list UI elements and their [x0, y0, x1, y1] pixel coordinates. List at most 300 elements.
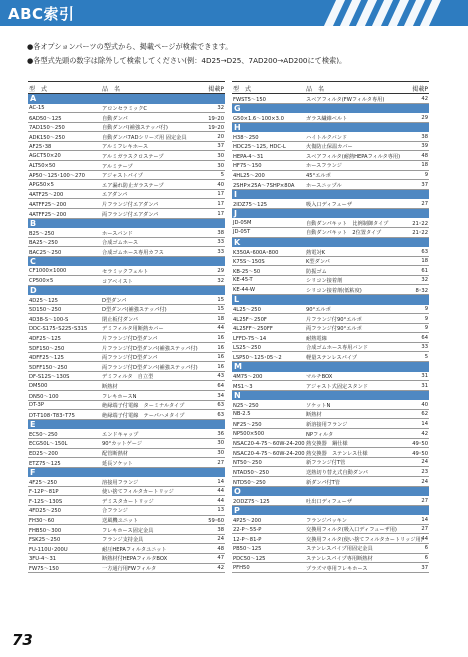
page-cell: 36: [217, 430, 224, 437]
page-cell: 63: [217, 411, 224, 418]
page-cell: 21･22: [412, 230, 428, 237]
name-cell: 合成ゴムホース: [102, 240, 139, 247]
page-cell: 38: [421, 133, 428, 140]
index-table-right: [232, 81, 429, 573]
page-cell: 27: [421, 526, 428, 533]
model-cell: LSP50〜125･05〜2: [233, 354, 282, 361]
page-cell: 33: [217, 248, 224, 255]
page-cell: 27: [421, 200, 428, 207]
page-cell: 43: [217, 373, 224, 380]
name-cell: スベアフィルタ(FWフィルタ専用): [306, 96, 385, 103]
name-cell: 熱交換器 鋼仕様: [306, 441, 348, 448]
note-line: ●各オプションパーツの型式から、掲載ページが検索できます。: [27, 42, 233, 51]
table-row: [232, 372, 429, 382]
page-cell: 16: [217, 334, 224, 341]
page-cell: 29: [421, 114, 428, 121]
page-cell: 32: [421, 277, 428, 284]
page-cell: 8･32: [415, 287, 428, 294]
name-cell: D型ダンパ(補強ステッパ付): [102, 307, 167, 314]
model-cell: FH30〜60: [29, 518, 55, 525]
name-cell: プラズマ専用フレキホース: [306, 565, 368, 572]
page-cell: 29: [217, 267, 224, 274]
page-cell: 14: [217, 478, 224, 485]
model-cell: NT50〜250: [233, 460, 262, 467]
model-cell: NTD50〜250: [233, 479, 266, 486]
name-cell: 防振ゴム: [306, 268, 327, 275]
name-cell: エンドキャップ: [102, 431, 139, 438]
model-cell: DM500: [29, 382, 48, 389]
table-row: [232, 285, 429, 295]
table-row: [28, 564, 225, 574]
note-line: ●各型式先頭の数字は除外して検索してください(例：4D25→D25、7AD200→AD200にて検索)。: [27, 56, 347, 65]
model-cell: PDC50〜125: [233, 556, 266, 563]
section-letter: J: [232, 209, 429, 219]
table-row: [232, 228, 429, 238]
name-cell: デミフィルタ用断熱カバー: [102, 326, 164, 333]
page-cell: 63: [421, 248, 428, 255]
page-cell: 44: [217, 325, 224, 332]
page-cell: 39: [421, 143, 428, 150]
name-cell: 片フランジ付D型ダンパ: [102, 335, 158, 342]
name-cell: フランジパッキン: [306, 517, 347, 524]
section-letter: H: [232, 123, 429, 133]
name-cell: アルミフレキホース: [102, 144, 149, 151]
page-cell: 30: [217, 450, 224, 456]
page-cell: 47: [217, 555, 224, 562]
section-letter: E: [28, 420, 225, 430]
table-row: [232, 381, 429, 391]
name-cell: シリコン接着剤(低粘度): [306, 287, 362, 294]
page-cell: 34: [217, 392, 224, 399]
section-letter: F: [28, 468, 225, 478]
page-cell: 48: [217, 545, 224, 552]
table-row: [232, 218, 429, 228]
name-cell: 新ダンパ付T管: [306, 479, 340, 486]
model-cell: DT-T108･T83･T75: [29, 412, 75, 419]
model-cell: 5DF150〜250: [29, 345, 65, 352]
page-cell: 9: [424, 306, 428, 312]
model-cell: N25〜250: [233, 402, 259, 409]
name-cell: 90°カットゲージ: [102, 441, 143, 448]
name-cell: 熱交換器 ステンレス仕様: [306, 450, 368, 457]
name-cell: ガラス繊維ベルト: [306, 115, 348, 122]
name-cell: 断熱材: [306, 412, 322, 419]
model-cell: FW75〜150: [29, 566, 59, 573]
name-cell: フレキホース固定金具: [102, 527, 154, 534]
model-cell: ETZ75〜125: [29, 460, 61, 467]
name-cell: 両フランジ付D型ダンパ: [102, 355, 158, 362]
table-row: [28, 295, 225, 305]
table-row: [28, 247, 225, 257]
page-number: 73: [12, 631, 33, 649]
page-cell: 17: [217, 200, 224, 207]
page-cell: 15: [217, 306, 224, 313]
model-cell: 4L25F〜250F: [233, 316, 267, 323]
table-row: [232, 94, 429, 104]
model-cell: LS25〜250: [233, 345, 261, 352]
name-cell: 一方通行用FWフィルタ: [102, 566, 157, 573]
table-row: [28, 362, 225, 372]
name-cell: 溶接用フランジ: [102, 479, 139, 486]
model-cell: NP500×500: [233, 430, 265, 437]
page-cell: 17: [217, 210, 224, 217]
page-cell: 44: [217, 497, 224, 504]
section-letter: B: [28, 219, 225, 229]
name-cell: ステンレスパイプ用固定金具: [306, 546, 373, 553]
section-letter: L: [232, 295, 429, 305]
page-cell: 5: [220, 172, 224, 179]
table-row: [28, 171, 225, 181]
page-cell: 19･20: [208, 115, 224, 122]
model-cell: 4FD25〜250: [29, 508, 61, 515]
page-cell: 24: [217, 536, 224, 543]
page-cell: 64: [421, 334, 428, 341]
model-cell: DDC-S175･S225･S315: [29, 326, 88, 333]
name-cell: 耐熱電線: [306, 335, 327, 342]
page-cell: 59･60: [208, 518, 224, 525]
name-cell: 自動ダンパキット 2位置タイプ: [306, 230, 382, 237]
table-row: [232, 161, 429, 171]
model-cell: 12-P〜81-P: [233, 536, 262, 543]
name-cell: アロンセラミックC: [102, 106, 148, 112]
table-row: [232, 534, 429, 544]
table-row: [28, 372, 225, 382]
model-cell: NB-2.5: [233, 411, 251, 418]
page-cell: 13: [217, 507, 224, 514]
table-row: [28, 516, 225, 526]
page-cell: 16: [217, 344, 224, 351]
model-cell: EC50〜250: [29, 431, 58, 438]
page-cell: 49･50: [412, 441, 428, 448]
page-cell: 6: [424, 555, 428, 562]
page-cell: 32: [217, 105, 224, 111]
model-cell: B25〜250: [29, 230, 55, 237]
model-cell: CF1000×1000: [29, 267, 67, 274]
page-cell: 49･50: [412, 450, 428, 457]
table-row: [232, 142, 429, 152]
page-cell: 9: [424, 325, 428, 332]
table-row: [28, 381, 225, 391]
table-row: [28, 190, 225, 200]
table-row: [232, 333, 429, 343]
table-row: [28, 449, 225, 459]
model-cell: HDC25〜125, HDC-L: [233, 144, 286, 151]
model-cell: K350A･600A･800: [233, 249, 279, 256]
table-row: [28, 180, 225, 190]
name-cell: 合成ゴムホース専用カフス: [102, 249, 164, 256]
model-cell: F-12S〜130S: [29, 498, 63, 505]
table-row: [28, 554, 225, 564]
page-cell: 27: [217, 459, 224, 466]
model-cell: K75S〜150S: [233, 259, 265, 266]
name-cell: 吐出口ディフューザ: [306, 498, 353, 505]
table-row: [232, 343, 429, 353]
page-cell: 21･22: [412, 220, 428, 227]
model-cell: 4HL25〜200: [233, 173, 265, 180]
page-cell: 37: [217, 143, 224, 150]
name-cell: アルミテープ: [102, 163, 133, 170]
model-cell: 4D38-S〜100-S: [29, 316, 69, 323]
table-row: [28, 142, 225, 152]
page-cell: 9: [424, 172, 428, 179]
page-cell: 48: [421, 152, 428, 159]
table-row: [232, 257, 429, 267]
name-cell: ステンレスパイプ専用断熱材: [306, 556, 373, 563]
model-cell: BA25〜250: [29, 240, 58, 247]
page-cell: 61: [421, 267, 428, 274]
title-banner: [0, 0, 468, 26]
model-cell: AGCT50×20: [29, 152, 61, 159]
page-cell: 17: [217, 191, 224, 198]
page-cell: 42: [421, 430, 428, 437]
table-row: [28, 544, 225, 554]
table-row: [28, 151, 225, 161]
page-cell: 14: [421, 516, 428, 523]
name-cell: フランジ支持金具: [102, 537, 144, 544]
model-cell: CP500×5: [29, 277, 54, 284]
name-cell: アジャストパイプ: [102, 173, 143, 180]
name-cell: スベアフィルタ(耐熱HEPAフィルタ専用): [306, 153, 401, 160]
table-row: [28, 123, 225, 133]
section-letter: I: [232, 190, 429, 200]
page-cell: 44: [421, 535, 428, 542]
section-letter: A: [28, 94, 225, 104]
name-cell: コアベイスト: [102, 278, 133, 285]
page-cell: 31: [421, 382, 428, 389]
table-row: [28, 228, 225, 238]
table-row: [232, 467, 429, 477]
name-cell: 火傷防止保温カバー: [306, 144, 353, 151]
model-cell: 5D150〜250: [29, 307, 62, 314]
table-row: [232, 199, 429, 209]
page-cell: 44: [217, 488, 224, 495]
page-cell: 20: [217, 133, 224, 140]
table-row: [28, 487, 225, 497]
name-cell: 断熱材: [102, 383, 118, 390]
table-row: [28, 343, 225, 353]
name-cell: 自動ダンパ(補強ステッパ付): [102, 125, 168, 132]
name-cell: 使い捨てフィルタカートリッジ: [102, 489, 174, 496]
page-cell: 15: [217, 296, 224, 303]
section-letter: D: [28, 286, 225, 296]
name-cell: 配管断熱材: [102, 451, 128, 457]
name-cell: 閉止板付ダンパ: [102, 316, 139, 323]
table-row: [232, 544, 429, 554]
name-cell: 片フランジ付D型ダンパ(補強ステッパ付): [102, 345, 198, 352]
model-cell: 2SHP×25A〜7SHP×80A: [233, 182, 295, 189]
table-row: [28, 391, 225, 401]
page-cell: 33: [421, 344, 428, 351]
table-row: [28, 458, 225, 468]
page-cell: 42: [421, 95, 428, 102]
header-page: 掲載P: [208, 85, 224, 93]
page-cell: 33: [217, 239, 224, 246]
name-cell: セラミックフェルト: [102, 268, 149, 275]
model-cell: LFFD-75〜14: [233, 335, 267, 342]
table-row: [232, 525, 429, 535]
name-cell: エア漏れ防止ガラステープ: [102, 182, 164, 189]
model-cell: KE-44-W: [233, 286, 255, 293]
name-cell: D型ダンパ: [102, 297, 127, 304]
table-row: [28, 276, 225, 286]
page-cell: 19･20: [208, 125, 224, 132]
page-cell: 63: [217, 402, 224, 409]
model-cell: 4F25〜250: [29, 479, 57, 486]
table-row: [232, 419, 429, 429]
section-letter: O: [232, 487, 429, 497]
name-cell: 交換用フィルタ(吸入口ディフューザ用): [306, 527, 397, 534]
model-cell: 4DFF25〜125: [29, 355, 64, 362]
page-cell: 18: [421, 258, 428, 265]
model-cell: G50×1.6〜100×3.0: [233, 115, 284, 122]
name-cell: 送熱切り替え式自動ダンパ: [306, 469, 368, 476]
table-row: [232, 477, 429, 487]
page-cell: 37: [421, 181, 428, 188]
model-cell: APG50×5: [29, 181, 54, 188]
section-letter: K: [232, 238, 429, 248]
index-table-left: [28, 81, 225, 573]
table-row: [28, 353, 225, 363]
table-row: [28, 314, 225, 324]
section-letter: C: [28, 257, 225, 267]
model-cell: 3FU-4〜31: [29, 556, 57, 563]
model-cell: NTAD50〜250: [233, 469, 269, 476]
name-cell: 両フランジ付90°エルボ: [306, 326, 362, 333]
model-cell: H38〜250: [233, 134, 259, 141]
name-cell: 吸入口ディフューザ: [306, 201, 353, 208]
model-cell: MS1〜3: [233, 383, 253, 390]
table-row: [232, 171, 429, 181]
model-cell: ED25〜200: [29, 451, 58, 457]
table-row: [28, 161, 225, 171]
model-cell: AF25･38: [29, 144, 52, 151]
model-cell: DT-3P: [29, 402, 44, 409]
name-cell: マルチBOX: [306, 374, 333, 381]
name-cell: 合成ゴムホース専用バンド: [306, 345, 368, 352]
name-cell: 両フランジ付D型ダンパ(補強ステッパ付): [102, 364, 198, 371]
model-cell: 4P25〜200: [233, 517, 262, 524]
name-cell: 送風機ユニット: [102, 518, 139, 525]
model-cell: AC-15: [29, 105, 45, 111]
header-name: 品 名: [306, 85, 325, 93]
page-cell: 18: [421, 162, 428, 169]
table-row: [28, 209, 225, 219]
name-cell: 自動ダンパ: [102, 115, 128, 122]
model-cell: F-12P〜81P: [29, 489, 59, 496]
table-row: [232, 266, 429, 276]
name-cell: NPフィルタ: [306, 431, 334, 438]
model-cell: AP50〜125･100〜270: [29, 173, 85, 180]
page-cell: 27: [421, 497, 428, 504]
name-cell: エアダンパ: [102, 192, 128, 199]
table-row: [232, 448, 429, 458]
model-cell: FSK25〜250: [29, 537, 61, 544]
table-row: [28, 477, 225, 487]
name-cell: アルミガラスクロステープ: [102, 153, 164, 160]
model-cell: KB-25〜50: [233, 268, 261, 275]
page-cell: 30: [217, 440, 224, 447]
table-row: [232, 247, 429, 257]
model-cell: FU-110U･200U: [29, 546, 68, 553]
model-cell: 22-P〜55-P: [233, 527, 262, 534]
name-cell: 片フランジ付90°エルボ: [306, 316, 362, 323]
table-header: [232, 81, 429, 94]
name-cell: ホースニップル: [306, 182, 342, 189]
name-cell: 45°エルボ: [306, 173, 331, 180]
page-cell: 24: [421, 478, 428, 485]
table-row: [232, 496, 429, 506]
model-cell: DF-S12S〜130S: [29, 374, 70, 381]
table-row: [28, 496, 225, 506]
table-row: [28, 410, 225, 420]
page-cell: 37: [421, 564, 428, 571]
model-cell: 4ATFF25〜200: [29, 201, 67, 208]
table-row: [232, 429, 429, 439]
table-row: [232, 151, 429, 161]
model-cell: DN50〜100: [29, 393, 59, 400]
model-cell: HF75〜150: [233, 163, 262, 170]
model-cell: 4L25FF〜250FF: [233, 326, 273, 333]
page-cell: 30: [217, 152, 224, 159]
name-cell: ホースフランジ: [306, 163, 342, 170]
model-cell: NSAC20-4-75〜60W-24-200: [233, 450, 305, 457]
page-cell: 5: [424, 353, 428, 360]
model-cell: 4ATF25〜200: [29, 192, 64, 199]
page-cell: 40: [421, 401, 428, 408]
page-title: ABC索引: [8, 5, 75, 23]
model-cell: ECG50L〜150L: [29, 441, 68, 448]
page-cell: 30: [217, 162, 224, 169]
table-row: [28, 333, 225, 343]
name-cell: フレキホースN: [102, 393, 137, 400]
name-cell: 絶縁端子付電線 テーパハメタイプ: [102, 412, 185, 419]
model-cell: 4L25〜250: [233, 307, 261, 313]
section-letter: P: [232, 506, 429, 516]
name-cell: アジャスト式固定スタンド: [306, 383, 368, 390]
table-row: [232, 400, 429, 410]
name-cell: デミスタカートリッジ: [102, 498, 154, 505]
name-cell: 延長ソケット: [102, 460, 133, 467]
header-name: 品 名: [102, 85, 121, 93]
model-cell: 2ODZ75〜125: [233, 498, 270, 505]
name-cell: ホースバンド: [102, 230, 133, 237]
table-row: [28, 525, 225, 535]
model-cell: HEPA-4〜31: [233, 153, 264, 160]
table-row: [232, 180, 429, 190]
model-cell: 4M75〜200: [233, 374, 263, 381]
name-cell: 90°エルボ: [306, 307, 331, 313]
table-row: [28, 113, 225, 123]
name-cell: 片フランジ付エアダンパ: [102, 201, 159, 208]
name-cell: 断熱材付HEPAフィルタBOX: [102, 556, 168, 563]
table-row: [232, 515, 429, 525]
section-letter: N: [232, 391, 429, 401]
name-cell: 合フランジ: [102, 508, 128, 515]
model-cell: JD-05T: [233, 229, 251, 236]
header-model: 型 式: [29, 85, 48, 93]
model-cell: ADK150〜250: [29, 134, 65, 141]
model-cell: 4DF25〜125: [29, 335, 61, 342]
table-row: [232, 113, 429, 123]
model-cell: 4D25〜125: [29, 297, 58, 304]
model-cell: KE-45-T: [233, 277, 253, 284]
page-cell: 42: [217, 565, 224, 572]
table-row: [28, 401, 225, 411]
model-cell: PB50〜125: [233, 546, 262, 553]
name-cell: ハイトルクバンド: [306, 134, 348, 141]
table-row: [232, 132, 429, 142]
table-body: [28, 94, 225, 573]
